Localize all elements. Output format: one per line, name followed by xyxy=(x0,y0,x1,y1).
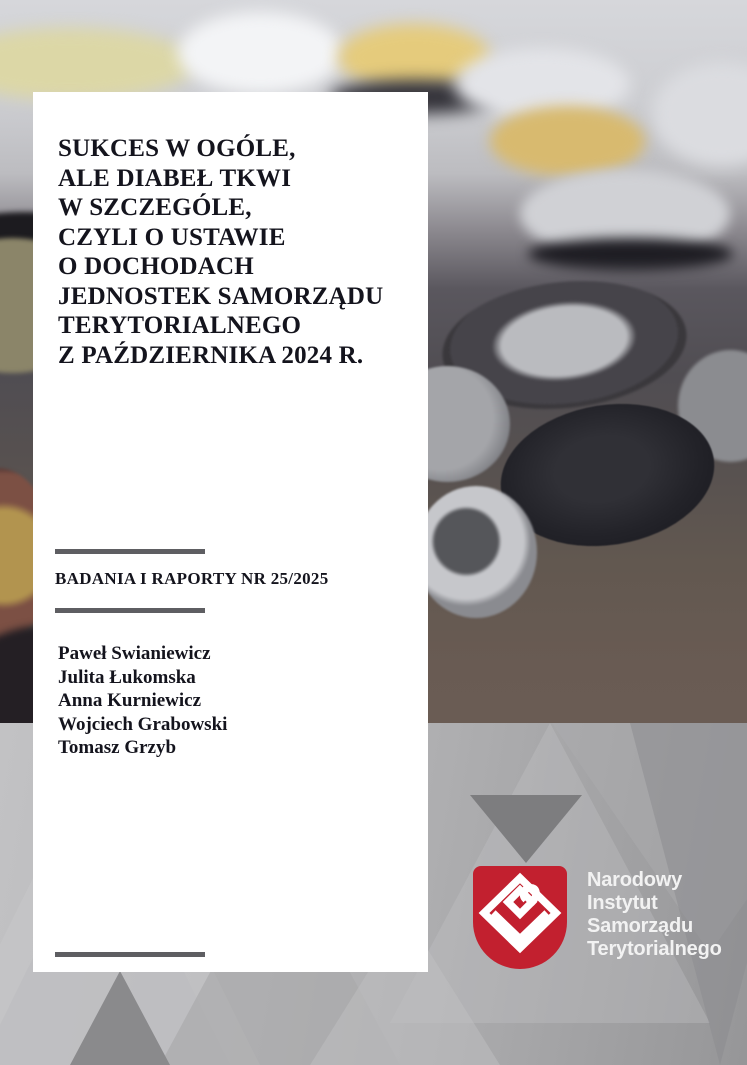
coin-shape xyxy=(178,12,343,94)
divider-rule-bottom xyxy=(55,952,205,957)
institute-name-line: Terytorialnego xyxy=(587,938,722,960)
series-label: BADANIA I RAPORTY NR 25/2025 xyxy=(55,569,329,588)
divider-rule-top xyxy=(55,549,205,554)
author-list xyxy=(58,642,227,760)
institute-name xyxy=(587,869,722,961)
title-line: CZYLI O USTAWIE xyxy=(58,223,286,251)
title-line: JEDNOSTEK SAMORZĄDU xyxy=(58,282,384,310)
coin-shape xyxy=(490,106,645,176)
author-name: Julita Łukomska xyxy=(58,666,196,688)
author-name: Anna Kurniewicz xyxy=(58,690,202,711)
title-line: O DOCHODACH xyxy=(58,253,254,280)
coin-shape xyxy=(0,28,195,100)
coin-shape xyxy=(415,486,537,618)
author-name: Paweł Swianiewicz xyxy=(58,643,211,664)
divider-rule-middle xyxy=(55,608,205,613)
title-line: W SZCZEGÓLE, xyxy=(58,194,252,221)
institute-name-line: Samorządu xyxy=(587,915,694,937)
report-title xyxy=(58,134,418,370)
title-line: TERYTORIALNEGO xyxy=(58,312,302,339)
coin-shape xyxy=(652,62,747,167)
title-line: Z PAŹDZIERNIKA 2024 R. xyxy=(58,341,364,369)
nist-logo-shield-icon xyxy=(473,866,567,969)
coin-edge-shadow xyxy=(528,238,733,270)
author-name: Tomasz Grzyb xyxy=(58,737,177,758)
title-line: SUKCES W OGÓLE, xyxy=(58,135,296,162)
author-name: Wojciech Grabowski xyxy=(58,713,228,735)
institute-name-line: Narodowy xyxy=(587,869,683,891)
institute-name-line: Instytut xyxy=(587,892,658,914)
title-line: ALE DIABEŁ TKWI xyxy=(58,164,292,192)
cover-text-panel xyxy=(33,92,428,972)
